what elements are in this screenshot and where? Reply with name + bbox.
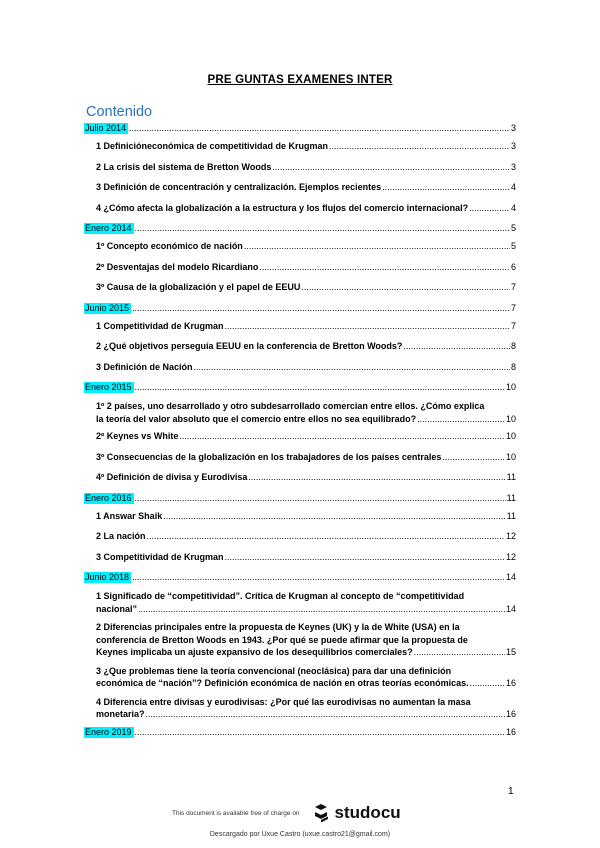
toc-page-number: 14 (505, 603, 516, 614)
toc-entry[interactable] (84, 590, 516, 615)
toc-leader-dots (259, 262, 510, 273)
toc-entry[interactable] (84, 665, 516, 690)
toc-leader-dots (272, 162, 510, 173)
toc-section-entry[interactable] (84, 123, 516, 134)
toc-page-number: 10 (505, 382, 516, 392)
contents-heading: Contenido (86, 104, 153, 120)
toc-leader-dots (469, 203, 510, 214)
toc-page-number: 10 (505, 451, 516, 462)
toc-entry[interactable] (84, 696, 516, 721)
toc-page-number: 3 (510, 161, 516, 172)
toc-leader-dots (163, 511, 505, 522)
toc-page-number: 8 (510, 361, 516, 372)
download-credit: Descargado por Uxue Castro (uxue.castro21@gmail.com) (209, 831, 391, 838)
toc-page-number: 14 (505, 572, 516, 582)
toc-entry-label: 3 Definición de concentración y centralización. Ejemplos recientes (96, 182, 382, 192)
toc-leader-dots (442, 452, 505, 463)
toc-entry-label: monetaria? (96, 709, 145, 719)
toc-page-number: 12 (505, 531, 516, 541)
studocu-logo[interactable] (312, 803, 401, 823)
toc-entry[interactable] (84, 511, 516, 522)
page-number: 1 (508, 786, 514, 797)
toc-entry-label: 2 La nación (96, 531, 146, 541)
toc-entry-line: conferencia de Bretton Woods en 1943. ¿Por qué se puede afirmar que la propuesta de (96, 634, 468, 645)
studocu-wordmark: studocu (334, 803, 401, 822)
toc-page-number: 7 (510, 320, 516, 331)
toc-page-number: 10 (505, 413, 516, 424)
toc-page-number: 5 (510, 223, 516, 233)
toc-entry[interactable] (84, 203, 516, 214)
toc-entry-label: Enero 2019 (85, 726, 132, 737)
footer-banner[interactable] (172, 803, 401, 823)
toc-leader-dots (382, 182, 510, 193)
toc-page-number: 11 (506, 510, 516, 521)
toc-entry-line: 1º 2 países, uno desarrollado y otro subdesarrollado comercian entre ellos. ¿Cómo explica (96, 401, 485, 411)
toc-leader-dots (135, 382, 505, 393)
toc-entry-label: 4º Definición de divisa y Eurodivisa (96, 472, 248, 482)
toc-entry-label: 3 Definición de Nación (96, 361, 193, 372)
toc-leader-dots (301, 282, 510, 293)
toc-leader-dots (135, 727, 505, 738)
toc-page-number: 4 (510, 182, 516, 192)
toc-entry-label: Enero 2016 (85, 492, 132, 503)
toc-leader-dots (147, 531, 505, 542)
toc-entry-line: 1 Significado de “competitividad”. Crítica de Krugman al concepto de “competitividad (96, 591, 465, 601)
toc-entry-label: 2º Keynes vs White (96, 431, 179, 441)
toc-entry-line: 3 ¿Que problemas tiene la teoría convencional (neoclásica) para dar una definición (96, 665, 452, 676)
toc-page-number: 4 (510, 202, 516, 213)
toc-page-number: 16 (505, 726, 516, 737)
toc-entry-label: 1 Definicióneconómica de competitividad de Krugman (96, 141, 329, 151)
toc-section-entry[interactable] (84, 572, 516, 583)
toc-entry-label: 3º Consecuencias de la globalización en los trabajadores de los países centrales (96, 451, 442, 462)
toc-entry-label: Enero 2014 (85, 223, 132, 233)
toc-section-entry[interactable] (84, 382, 516, 393)
toc-entry[interactable] (84, 182, 516, 193)
toc-entry-label: 4 ¿Cómo afecta la globalización a la estructura y los flujos del comercio internacional? (96, 202, 469, 213)
toc-page-number: 3 (510, 141, 516, 151)
toc-entry-label: 2º Desventajas del modelo Ricardiano (96, 261, 259, 272)
toc-leader-dots (194, 362, 510, 373)
toc-entry[interactable] (84, 452, 516, 463)
toc-section-entry[interactable] (84, 303, 516, 314)
toc-entry[interactable] (84, 262, 516, 273)
toc-entry-label: Enero 2015 (85, 382, 132, 392)
toc-entry-label: nacional” (96, 603, 138, 614)
toc-entry[interactable] (84, 141, 516, 152)
toc-entry[interactable] (84, 431, 516, 442)
toc-entry[interactable] (84, 472, 516, 483)
toc-entry[interactable] (84, 162, 516, 173)
toc-entry[interactable] (84, 282, 516, 293)
toc-entry-label: Junio 2018 (85, 572, 130, 582)
toc-page-number: 16 (505, 709, 516, 719)
toc-leader-dots (179, 431, 505, 442)
toc-leader-dots (470, 677, 505, 690)
toc-leader-dots (129, 123, 510, 134)
toc-entry-label: 2 ¿Qué objetivos perseguía EEUU en la conferencia de Bretton Woods? (96, 341, 403, 351)
toc-leader-dots (225, 321, 510, 332)
toc-entry[interactable] (84, 362, 516, 373)
page-title: PRE GUNTAS EXAMENES INTER (207, 74, 393, 86)
toc-entry-line: 2 Diferencias principales entre la propuesta de Keynes (UK) y la de White (USA) en la (96, 622, 460, 632)
toc-page-number: 16 (505, 678, 516, 688)
toc-entry[interactable] (84, 241, 516, 252)
toc-entry-label: 3º Causa de la globalización y el papel de EEUU (96, 282, 301, 292)
toc-leader-dots (329, 141, 510, 152)
toc-leader-dots (417, 413, 505, 426)
toc-entry-label: 2 La crisis del sistema de Bretton Woods (96, 161, 272, 172)
toc-page-number: 7 (510, 282, 516, 292)
toc-leader-dots (132, 303, 510, 314)
toc-page-number: 11 (506, 492, 516, 503)
toc-page-number: 5 (510, 241, 516, 251)
toc-leader-dots (414, 646, 505, 659)
toc-entry[interactable] (84, 341, 516, 352)
toc-section-entry[interactable] (84, 493, 516, 504)
toc-leader-dots (403, 341, 510, 352)
toc-page-number: 10 (505, 431, 516, 441)
toc-entry-label: 1 Answar Shaik (96, 510, 163, 521)
toc-page-number: 15 (505, 647, 516, 657)
toc-leader-dots (132, 572, 505, 583)
toc-section-entry[interactable] (84, 727, 516, 738)
toc-leader-dots (248, 472, 505, 483)
toc-entry[interactable] (84, 321, 516, 332)
toc-page-number: 8 (510, 341, 516, 351)
toc-entry-label: Julio 2014 (85, 123, 127, 133)
toc-page-number: 3 (510, 123, 516, 133)
toc-page-number: 11 (506, 472, 516, 482)
toc-entry-label: 1º Concepto económico de nación (96, 241, 243, 251)
toc-leader-dots (138, 603, 505, 616)
toc-entry[interactable] (84, 552, 516, 563)
toc-leader-dots (135, 493, 506, 504)
toc-leader-dots (225, 552, 505, 563)
toc-entry[interactable] (84, 531, 516, 542)
toc-entry-label: Junio 2015 (85, 302, 130, 313)
toc-entry-label: económica de “nación”? Definición económica de nación en otras teorías económicas. (96, 678, 469, 688)
table-of-contents (84, 123, 516, 745)
toc-entry-line: 4 Diferencia entre divisas y eurodivisas: ¿Por qué las eurodivisas no aumentan la masa (96, 696, 471, 707)
studocu-icon (312, 803, 332, 823)
toc-page-number: 6 (510, 261, 516, 272)
toc-entry-label: Keynes implicaba un ajuste expansivo de los desequilibrios comerciales? (96, 647, 413, 657)
toc-page-number: 7 (510, 302, 516, 313)
toc-leader-dots (146, 708, 505, 721)
toc-leader-dots (244, 241, 510, 252)
toc-page-number: 12 (505, 551, 516, 562)
toc-leader-dots (135, 223, 510, 234)
footer-note: This document is available free of charge on (172, 809, 300, 817)
toc-entry-label: la teoría del valor absoluto que el comercio entre ellos no sea equilibrado? (96, 413, 417, 424)
toc-section-entry[interactable] (84, 223, 516, 234)
toc-entry-label: 3 Competitividad de Krugman (96, 551, 224, 562)
toc-entry-label: 1 Competitividad de Krugman (96, 320, 224, 331)
toc-entry[interactable] (84, 400, 516, 425)
toc-entry[interactable] (84, 621, 516, 659)
